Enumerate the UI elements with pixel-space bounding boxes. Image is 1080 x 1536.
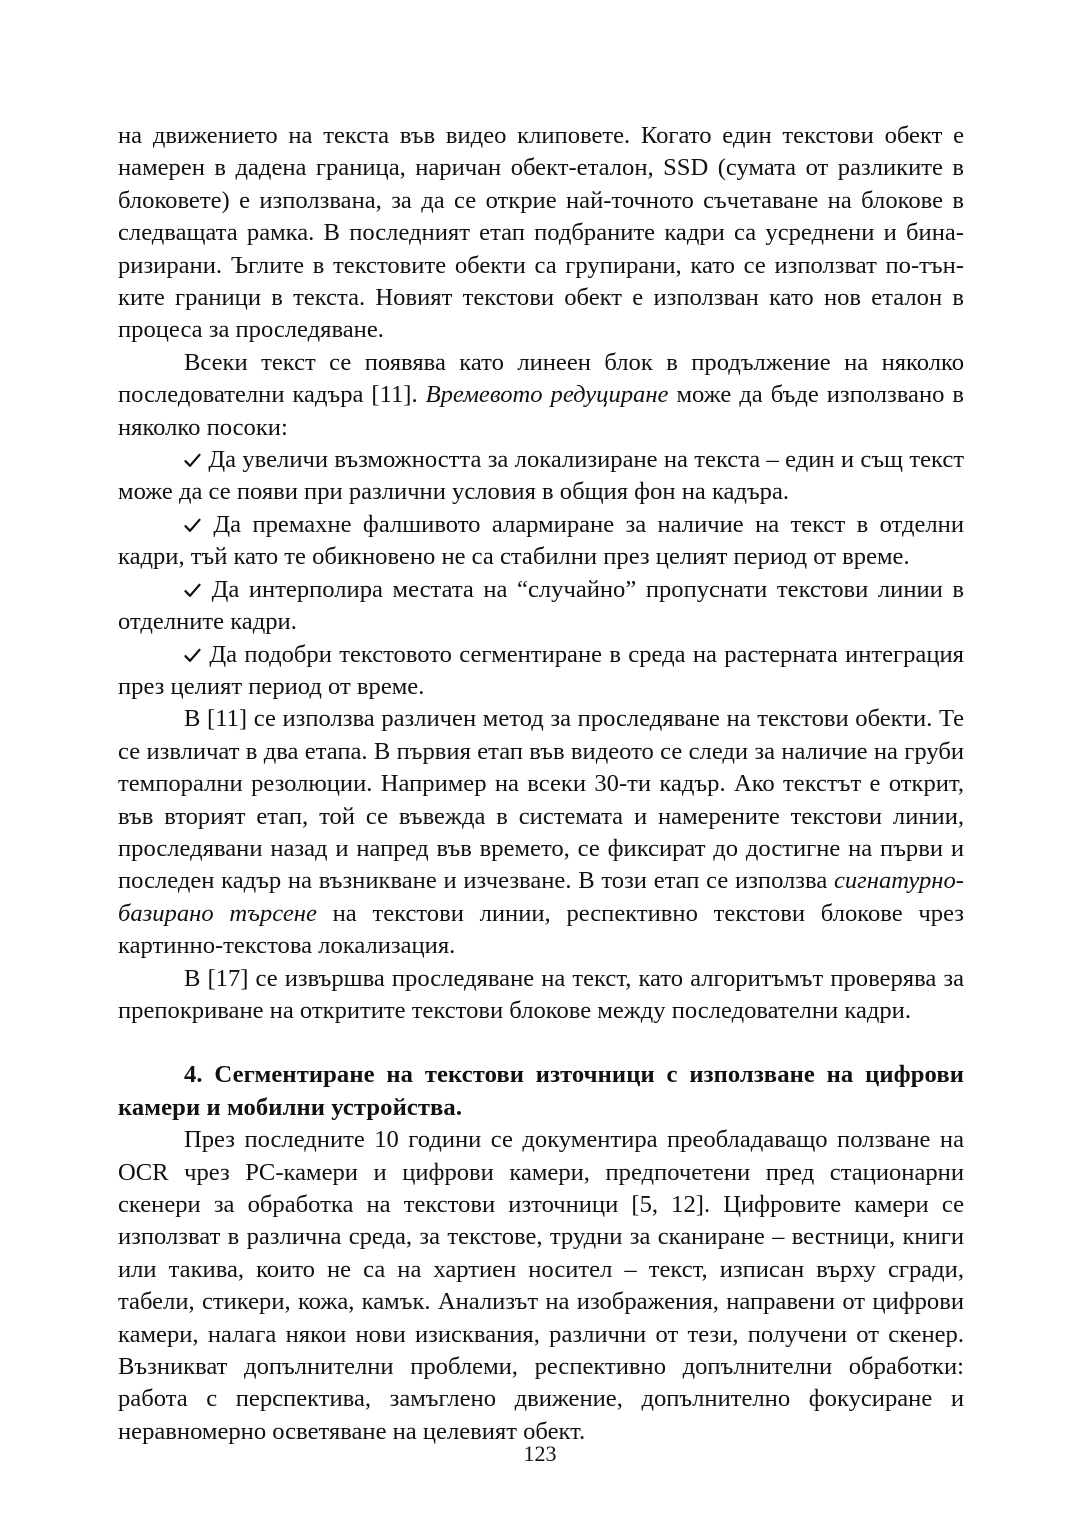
bullet-text: Да интерполира местата на “случайно” пропуснати текстови линии в отделните кадри. — [118, 575, 965, 636]
bullet-item — [118, 639, 964, 704]
bullet-item — [118, 574, 964, 639]
paragraph-temporal-reduction — [118, 347, 964, 444]
bullet-text: Да премахне фалшивото алармиране за наличие на текст в отделни кадри, тъй като те обикновено не са стабилни през целият период от време. — [118, 510, 964, 571]
paragraph-text: на текстови линии, респективно текстови блокове чрез картинно-текстова локализация. — [118, 899, 964, 960]
checkmark-icon — [184, 639, 202, 671]
bullet-text: Да увеличи възможността за локализиране на текста – един и същ текст може да се появи при различни условия в общия фон на кадъра. — [118, 446, 964, 506]
paragraph-text: В [11] се използва различен метод за проследяване на текстови обекти. Те се извличат в два етапа. В първия етап във видеото се следи за наличие на груби темпорални резолюции. Например на всеки 30-ти кадър. Ако текстът е открит, във вторият етап, той се въвежда в системата и намерените текстови линии, проследявани назад и напред във времето, се фиксират до достигне на първи и последен кадър на възникване и изчезване. В този етап се използва — [118, 705, 964, 895]
paragraph-tracking-method — [118, 703, 964, 962]
checkmark-icon — [184, 509, 202, 541]
bullet-item — [118, 444, 964, 509]
checkmark-icon — [184, 574, 202, 606]
paragraph-text: може да бъде използвано в няколко посоки: — [118, 381, 965, 441]
bullet-text: Да подобри текстовото сегментиране в среда на растерната интеграция през целият период от време. — [118, 640, 964, 700]
paragraph-digital-cameras: През последните 10 години се документира преобладаващо ползване на OCR чрез PC-камери и цифрови камери, предпочетени пред стационарни скенери за обработка на текстови източници [5, 12]. Цифровите камери се използват в различна среда, за текстове, трудни за сканиране – вестници, книги или такива, които не са на хартиен носител – текст, изписан върху сгради, табели, стикери, кожа, камък. Анализът на изображения, направени от цифрови камери, налага някои нови изисквания, различни от тези, получени от скенер. Възникват допълнителни проблеми, респективно допълнителни обработки: работа с перспектива, замъглено движение, допълнително фокусиране и неравномерно осветяване на целевият обект. — [118, 1126, 964, 1445]
paragraph-text: Всеки текст се появява като линеен блок в продължение на няколко последователни кадъра [11]. — [118, 348, 964, 409]
paragraph-continuation: на движението на текста във видео клиповете. Когато един текстови обект е намерен в дадена граница, наричан обект-еталон, SSD (сумата от разликите в блоковете) е използвана, за да се открие най-точното съчетаване на блокове в следващата рамка. В последният етап подбраните кадри са усреднени и бинаризирани. Ъглите в текстовите обекти са групирани, като се използват по-тънките граници в текста. Новият текстови обект е използван като нов еталон в процеса за проследяване. — [118, 122, 964, 344]
emphasis-term: сигнатурно-базирано търсене — [118, 867, 964, 927]
section-heading: 4. Сегментиране на текстови източници с използване на цифрови камери и мобилни устройства. — [118, 1061, 964, 1121]
page-number: 123 — [523, 1441, 557, 1466]
checkmark-icon — [184, 444, 202, 476]
bullet-item — [118, 509, 964, 574]
text-column — [118, 120, 964, 1448]
paragraph-overlap-check: В [17] се извършва проследяване на текст, като алгоритъмът проверява за препокриване на откритите текстови блокове между последователни кадри. — [118, 964, 964, 1024]
emphasis-term: Времевото редуциране — [425, 381, 669, 409]
